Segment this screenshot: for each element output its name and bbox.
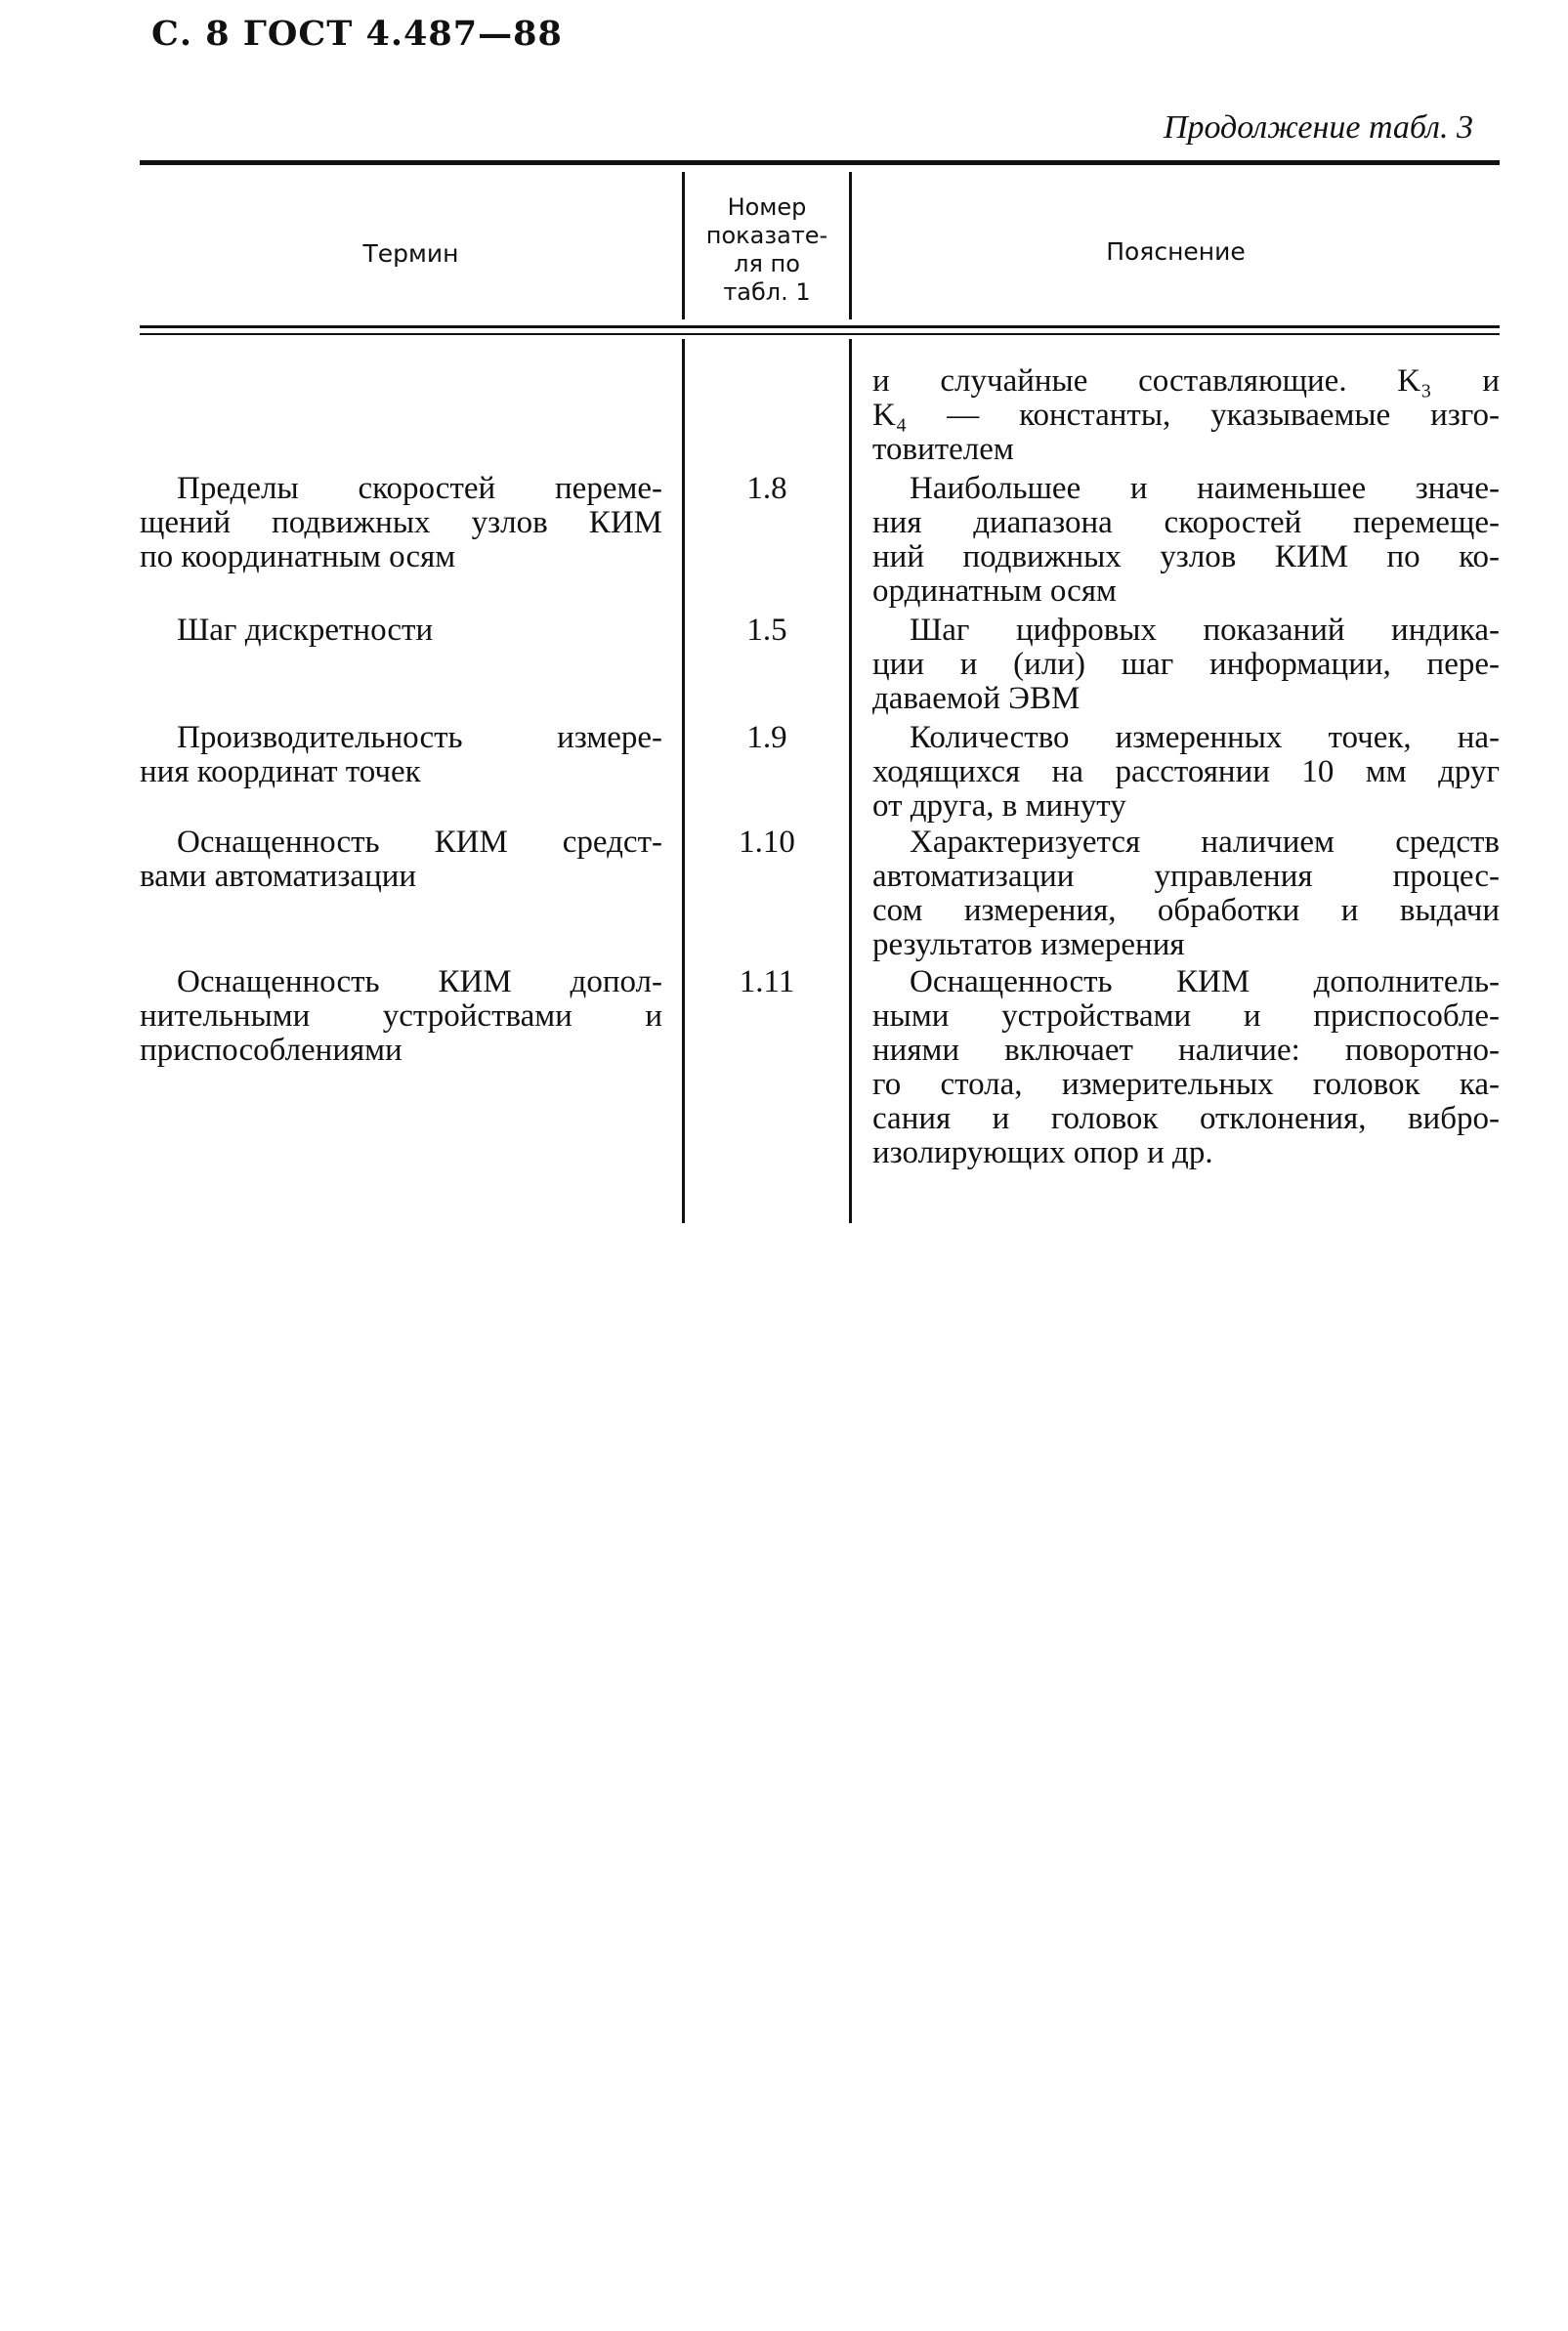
table-row-number: 1.5 <box>746 613 787 648</box>
header-number <box>685 193 849 307</box>
table-row-explanation <box>872 614 1500 716</box>
text-line: ний подвижных узлов КИМ по ко- <box>872 539 1500 574</box>
header-number-line: табл. 1 <box>723 278 811 306</box>
table-row-term <box>140 614 662 648</box>
text-line: автоматизации управления процес- <box>872 859 1500 894</box>
table-row-explanation <box>872 965 1500 1170</box>
text-line: Шаг дискретности <box>177 613 434 648</box>
text-line: изолирующих опор и др. <box>872 1135 1213 1170</box>
text-line: вами автоматизации <box>140 859 417 894</box>
text-line: ния координат точек <box>140 754 421 789</box>
column-divider <box>849 339 852 1223</box>
table-row-term <box>140 472 662 574</box>
text-line: ниями включает наличие: поворотно- <box>872 1033 1500 1068</box>
text-line: ния диапазона скоростей перемеще- <box>872 505 1500 540</box>
header-number-line: показате- <box>705 222 828 249</box>
table-header-rule <box>140 325 1500 328</box>
text-line: по координатным осям <box>140 539 456 574</box>
text-line: и случайные составляющие. K₃ и <box>872 363 1500 399</box>
text-line: щений подвижных узлов КИМ <box>140 505 662 540</box>
carryover-explanation <box>872 364 1500 467</box>
text-line: сом измерения, обработки и выдачи <box>872 893 1500 928</box>
text-line: Оснащенность КИМ средст- <box>177 825 662 860</box>
table-row-number: 1.8 <box>746 471 787 506</box>
table-row-number: 1.9 <box>746 720 787 755</box>
table-row-term <box>140 721 662 789</box>
text-line: Оснащенность КИМ дополнитель- <box>910 964 1500 999</box>
text-line: Характеризуется наличием средств <box>910 825 1500 860</box>
text-line: ординатным осям <box>872 573 1117 609</box>
text-line: приспособлениями <box>140 1033 403 1068</box>
text-line: Производительность измере- <box>177 720 662 755</box>
text-line: Наибольшее и наименьшее значе- <box>910 471 1500 506</box>
text-line: от друга, в минуту <box>872 788 1126 824</box>
table-row-term <box>140 826 662 894</box>
table-header-rule-double <box>140 333 1500 335</box>
text-line: результатов измерения <box>872 927 1185 962</box>
text-line: ции и (или) шаг информации, пере- <box>872 647 1500 682</box>
table-row-explanation <box>872 472 1500 609</box>
text-line: товителем <box>872 432 1014 467</box>
header-number-line: ля по <box>734 250 800 277</box>
text-line: Оснащенность КИМ допол- <box>177 964 662 999</box>
text-line: сания и головок отклонения, вибро- <box>872 1101 1500 1136</box>
text-line: ходящихся на расстоянии 10 мм друг <box>872 754 1500 789</box>
text-line: даваемой ЭВМ <box>872 681 1081 716</box>
header-term: Термин <box>362 239 459 268</box>
header-explanation: Пояснение <box>1106 237 1246 266</box>
text-line: Пределы скоростей переме- <box>177 471 662 506</box>
text-line: нительными устройствами и <box>140 998 662 1034</box>
text-line: Количество измеренных точек, на- <box>910 720 1500 755</box>
table-continuation-caption: Продолжение табл. 3 <box>1163 109 1473 146</box>
table-top-rule <box>140 160 1500 165</box>
text-line: ными устройствами и приспособле- <box>872 998 1500 1034</box>
text-line: го стола, измерительных головок ка- <box>872 1067 1500 1102</box>
text-line: Шаг цифровых показаний индика- <box>910 613 1500 648</box>
table-row-term <box>140 965 662 1068</box>
text-line: K₄ — константы, указываемые изго- <box>872 398 1500 433</box>
table-row-explanation <box>872 721 1500 824</box>
page-header: С. 8 ГОСТ 4.487—88 <box>151 14 563 54</box>
table-row-number: 1.10 <box>739 825 795 860</box>
table-row-explanation <box>872 826 1500 962</box>
header-number-line: Номер <box>727 193 807 221</box>
table-row-number: 1.11 <box>739 964 795 999</box>
